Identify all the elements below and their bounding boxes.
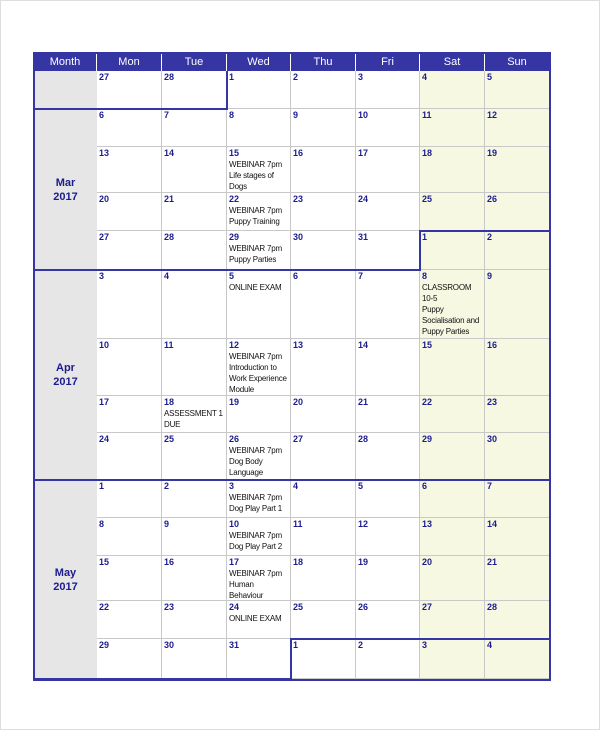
day-cell[interactable]	[420, 396, 485, 433]
day-cell[interactable]	[291, 109, 356, 147]
day-number: 22	[422, 397, 433, 407]
day-cell[interactable]	[97, 109, 162, 147]
day-cell[interactable]	[97, 193, 162, 231]
day-cell[interactable]	[97, 270, 162, 339]
day-cell[interactable]	[356, 339, 420, 396]
day-cell[interactable]	[291, 556, 356, 601]
day-cell[interactable]	[227, 433, 291, 480]
day-cell[interactable]	[97, 71, 162, 109]
header-sun: Sun	[485, 53, 550, 71]
day-number: 24	[99, 434, 110, 444]
day-number: 14	[164, 148, 175, 158]
day-cell[interactable]	[485, 639, 550, 679]
day-cell[interactable]	[485, 601, 550, 639]
day-number: 23	[487, 397, 498, 407]
day-number: 31	[229, 640, 240, 650]
day-number: 24	[229, 602, 240, 612]
event-note: ONLINE EXAM	[229, 614, 282, 623]
day-cell[interactable]	[227, 270, 291, 339]
day-cell[interactable]	[162, 193, 227, 231]
day-number: 13	[422, 519, 433, 529]
event-note: ASSESSMENT 1 DUE	[164, 409, 223, 429]
day-cell[interactable]	[162, 518, 227, 556]
day-number: 11	[422, 110, 432, 120]
day-number: 12	[487, 110, 498, 120]
day-cell[interactable]	[420, 193, 485, 231]
day-number: 4	[164, 271, 170, 281]
day-cell[interactable]	[227, 556, 291, 601]
day-number: 1	[422, 232, 428, 242]
day-cell[interactable]	[420, 71, 485, 109]
day-number: 29	[99, 640, 110, 650]
day-number: 15	[229, 148, 240, 158]
day-number: 3	[358, 72, 364, 82]
day-number: 30	[293, 232, 304, 242]
day-cell[interactable]	[291, 270, 356, 339]
day-cell[interactable]	[162, 109, 227, 147]
day-number: 28	[487, 602, 498, 612]
day-cell[interactable]	[97, 339, 162, 396]
header-month: Month	[34, 53, 97, 71]
day-cell[interactable]	[356, 518, 420, 556]
event-note: WEBINAR 7pm Life stages of Dogs	[229, 160, 282, 191]
day-cell[interactable]	[356, 147, 420, 193]
day-cell[interactable]	[485, 109, 550, 147]
day-number: 6	[293, 271, 299, 281]
day-number: 16	[487, 340, 498, 350]
day-cell[interactable]	[291, 518, 356, 556]
day-cell[interactable]	[162, 601, 227, 639]
day-cell[interactable]	[356, 71, 420, 109]
day-number: 2	[358, 640, 364, 650]
day-number: 1	[293, 640, 299, 650]
day-cell[interactable]	[420, 639, 485, 679]
day-number: 22	[99, 602, 110, 612]
day-number: 26	[358, 602, 369, 612]
day-number: 20	[99, 194, 110, 204]
day-cell[interactable]	[162, 480, 227, 518]
day-number: 6	[99, 110, 105, 120]
day-cell[interactable]	[162, 270, 227, 339]
day-cell[interactable]	[485, 556, 550, 601]
day-cell[interactable]	[162, 231, 227, 270]
day-number: 29	[229, 232, 240, 242]
day-number: 8	[422, 271, 428, 281]
day-cell[interactable]	[291, 231, 356, 270]
day-number: 19	[358, 557, 369, 567]
day-cell[interactable]	[162, 147, 227, 193]
day-number: 28	[164, 72, 175, 82]
day-cell[interactable]	[420, 339, 485, 396]
day-number: 16	[164, 557, 175, 567]
day-cell[interactable]	[227, 396, 291, 433]
day-number: 7	[164, 110, 170, 120]
day-number: 27	[99, 72, 110, 82]
day-cell[interactable]	[291, 147, 356, 193]
event-note: WEBINAR 7pm Human Behaviour	[229, 569, 282, 600]
day-cell[interactable]	[485, 339, 550, 396]
day-number: 28	[164, 232, 175, 242]
day-cell[interactable]	[97, 396, 162, 433]
day-number: 9	[487, 271, 493, 281]
day-number: 17	[229, 557, 240, 567]
day-cell[interactable]	[356, 109, 420, 147]
month-cell	[34, 480, 97, 679]
day-cell[interactable]	[356, 480, 420, 518]
month-label: May 2017	[53, 566, 78, 593]
day-cell[interactable]	[485, 518, 550, 556]
day-cell[interactable]	[227, 480, 291, 518]
day-number: 19	[487, 148, 498, 158]
day-number: 3	[99, 271, 105, 281]
day-cell[interactable]	[227, 71, 291, 109]
event-note: WEBINAR 7pm Puppy Training	[229, 206, 282, 226]
day-number: 15	[422, 340, 433, 350]
header-fri: Fri	[356, 53, 420, 71]
day-cell[interactable]	[356, 270, 420, 339]
day-number: 8	[229, 110, 235, 120]
day-cell[interactable]	[356, 193, 420, 231]
day-number: 1	[99, 481, 105, 491]
day-number: 25	[293, 602, 304, 612]
day-number: 18	[422, 148, 433, 158]
day-cell[interactable]	[227, 339, 291, 396]
day-number: 18	[164, 397, 175, 407]
day-cell[interactable]	[162, 556, 227, 601]
event-note: WEBINAR 7pm Dog Play Part 2	[229, 531, 283, 551]
day-number: 25	[422, 194, 433, 204]
event-note: ONLINE EXAM	[229, 283, 282, 292]
day-number: 14	[487, 519, 498, 529]
day-number: 24	[358, 194, 369, 204]
day-number: 17	[358, 148, 369, 158]
day-number: 26	[487, 194, 498, 204]
day-cell[interactable]	[97, 518, 162, 556]
day-number: 27	[422, 602, 433, 612]
day-cell[interactable]	[356, 396, 420, 433]
day-number: 23	[164, 602, 175, 612]
day-cell[interactable]	[97, 480, 162, 518]
day-number: 7	[358, 271, 364, 281]
day-cell[interactable]	[227, 601, 291, 639]
day-cell[interactable]	[485, 270, 550, 339]
month-cell	[34, 270, 97, 480]
day-number: 20	[293, 397, 304, 407]
day-cell[interactable]	[420, 109, 485, 147]
day-cell[interactable]	[291, 339, 356, 396]
day-cell[interactable]	[162, 396, 227, 433]
day-cell[interactable]	[162, 433, 227, 480]
day-number: 9	[164, 519, 170, 529]
day-cell[interactable]	[162, 639, 227, 679]
day-number: 5	[487, 72, 493, 82]
header-mon: Mon	[97, 53, 162, 71]
day-number: 10	[99, 340, 110, 350]
day-number: 3	[229, 481, 235, 491]
day-number: 17	[99, 397, 110, 407]
day-cell[interactable]	[485, 193, 550, 231]
day-cell[interactable]	[291, 601, 356, 639]
day-cell[interactable]	[97, 556, 162, 601]
day-number: 13	[99, 148, 110, 158]
day-number: 5	[229, 271, 235, 281]
day-cell[interactable]	[485, 231, 550, 270]
day-cell[interactable]	[485, 480, 550, 518]
day-cell[interactable]	[420, 518, 485, 556]
month-cell	[34, 109, 97, 270]
day-number: 30	[164, 640, 175, 650]
day-cell[interactable]	[420, 147, 485, 193]
day-cell[interactable]	[291, 639, 356, 679]
day-cell[interactable]	[97, 147, 162, 193]
day-cell[interactable]	[291, 71, 356, 109]
day-cell[interactable]	[97, 231, 162, 270]
day-cell[interactable]	[356, 231, 420, 270]
day-number: 10	[358, 110, 369, 120]
day-number: 13	[293, 340, 304, 350]
day-number: 16	[293, 148, 304, 158]
day-number: 4	[487, 640, 493, 650]
day-cell[interactable]	[97, 639, 162, 679]
day-number: 23	[293, 194, 304, 204]
day-cell[interactable]	[356, 601, 420, 639]
day-cell[interactable]	[227, 639, 291, 679]
day-number: 21	[358, 397, 369, 407]
day-number: 27	[293, 434, 304, 444]
day-number: 2	[487, 232, 493, 242]
event-note: WEBINAR 7pm Introduction to Work Experience Module	[229, 352, 287, 394]
day-number: 2	[164, 481, 170, 491]
day-number: 11	[293, 519, 303, 529]
day-cell[interactable]	[97, 601, 162, 639]
day-number: 3	[422, 640, 428, 650]
day-number: 6	[422, 481, 428, 491]
day-number: 30	[487, 434, 498, 444]
month-label: Apr 2017	[53, 362, 78, 388]
header-sat: Sat	[420, 53, 485, 71]
event-note: WEBINAR 7pm Dog Play Part 1	[229, 493, 283, 513]
event-note: CLASSROOM 10-5 Puppy Socialisation and Puppy Parties	[422, 283, 480, 336]
month-cell	[34, 71, 97, 109]
day-number: 4	[293, 481, 299, 491]
day-number: 12	[229, 340, 240, 350]
day-cell[interactable]	[356, 433, 420, 480]
day-cell[interactable]	[162, 71, 227, 109]
day-cell[interactable]	[227, 231, 291, 270]
day-number: 1	[229, 72, 235, 82]
day-number: 21	[164, 194, 175, 204]
day-number: 12	[358, 519, 369, 529]
day-number: 5	[358, 481, 364, 491]
day-cell[interactable]	[420, 433, 485, 480]
day-number: 2	[293, 72, 299, 82]
day-number: 20	[422, 557, 433, 567]
day-number: 25	[164, 434, 175, 444]
day-cell[interactable]	[420, 556, 485, 601]
day-number: 9	[293, 110, 299, 120]
day-cell[interactable]	[485, 71, 550, 109]
day-number: 31	[358, 232, 369, 242]
day-number: 26	[229, 434, 240, 444]
day-number: 27	[99, 232, 110, 242]
day-number: 10	[229, 519, 240, 529]
day-number: 18	[293, 557, 304, 567]
day-cell[interactable]	[420, 480, 485, 518]
event-note: WEBINAR 7pm Puppy Parties	[229, 244, 282, 264]
header-wed: Wed	[227, 53, 291, 71]
day-number: 28	[358, 434, 369, 444]
day-number: 14	[358, 340, 369, 350]
day-number: 8	[99, 519, 105, 529]
day-cell[interactable]	[485, 147, 550, 193]
day-number: 19	[229, 397, 240, 407]
day-cell[interactable]	[485, 433, 550, 480]
day-cell[interactable]	[420, 231, 485, 270]
header-thu: Thu	[291, 53, 356, 71]
day-cell[interactable]	[420, 601, 485, 639]
day-number: 15	[99, 557, 110, 567]
day-cell[interactable]	[227, 147, 291, 193]
day-cell[interactable]	[291, 193, 356, 231]
day-cell[interactable]	[162, 339, 227, 396]
day-number: 22	[229, 194, 240, 204]
day-cell[interactable]	[420, 270, 485, 339]
day-cell[interactable]	[291, 396, 356, 433]
day-cell[interactable]	[97, 433, 162, 480]
day-number: 11	[164, 340, 174, 350]
month-label: Mar 2017	[53, 176, 78, 203]
day-number: 21	[487, 557, 498, 567]
day-cell[interactable]	[227, 109, 291, 147]
day-cell[interactable]	[291, 433, 356, 480]
day-cell[interactable]	[356, 556, 420, 601]
day-cell[interactable]	[356, 639, 420, 679]
day-cell[interactable]	[227, 518, 291, 556]
header-tue: Tue	[162, 53, 227, 71]
event-note: WEBINAR 7pm Dog Body Language	[229, 446, 282, 477]
day-cell[interactable]	[291, 480, 356, 518]
day-cell[interactable]	[485, 396, 550, 433]
day-number: 29	[422, 434, 433, 444]
day-cell[interactable]	[227, 193, 291, 231]
day-number: 7	[487, 481, 493, 491]
day-number: 4	[422, 72, 428, 82]
